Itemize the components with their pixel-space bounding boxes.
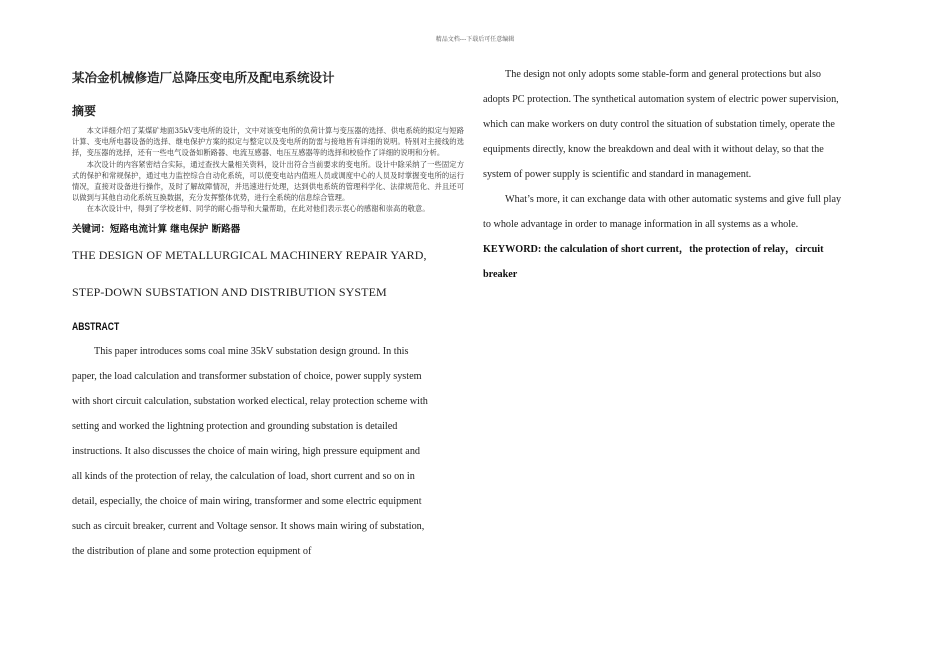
chinese-abstract-paragraph: 本文详细介绍了某煤矿地面35kV变电所的设计，文中对该变电所的负荷计算与变压器的选择、供电系统的拟定与短路计算、变电所电器设备的选择、继电保护方案的拟定与整定以及变电所的防雷与接地皆有详细的说明。特别对主接线的选择，变压器的选择，还有一些电气设备如断路器、电流互感器、电压互感器等的选择和校验作了详细的说明和分析。	[72, 126, 464, 158]
english-abstract-left	[72, 339, 464, 564]
right-column	[483, 68, 878, 287]
text-line: instructions. It also discusses the choice of main wiring, high pressure equipment and	[72, 445, 421, 457]
text-line: which can make workers on duty control the situation of substation timely, operate the	[483, 119, 835, 130]
chinese-title: 某冶金机械修造厂总降压变电所及配电系统设计	[72, 70, 335, 85]
english-title	[72, 237, 464, 311]
english-abstract-right	[483, 62, 878, 237]
chinese-abstract-heading: 摘要	[72, 104, 97, 118]
text-line: setting and worked the lightning protection and grounding substation is detailed	[72, 420, 398, 432]
english-keywords	[483, 237, 878, 287]
english-title-line: THE DESIGN OF METALLURGICAL MACHINERY REPAIR YARD,	[72, 247, 427, 262]
left-column	[72, 68, 464, 564]
text-line: such as circuit breaker, current and Voltage sensor. It shows main wiring of substation,	[72, 520, 425, 532]
text-line: What’s more, it can exchange data with other automatic systems and give full play	[505, 194, 842, 205]
text-line: detail, especially, the choice of main wiring, transformer and some electric equipment	[72, 495, 422, 507]
text-line: all kinds of the protection of relay, the calculation of load, short current and so on in	[72, 470, 415, 482]
chinese-keywords: 关键词：短路电流计算 继电保护 断路器	[72, 223, 241, 235]
text-line: the distribution of plane and some protection equipment of	[72, 545, 312, 557]
keywords-line: KEYWORD: the calculation of short current，the protection of relay，circuit	[483, 244, 824, 255]
text-line: equipments directly, know the breakdown and deal with it without delay, so that the	[483, 144, 824, 155]
english-title-line: STEP-DOWN SUBSTATION AND DISTRIBUTION SYSTEM	[72, 284, 387, 299]
text-line: system of power supply is scientific and standard in management.	[483, 169, 752, 180]
keywords-line: breaker	[483, 269, 518, 280]
text-line: paper, the load calculation and transformer substation of choice, power supply system	[72, 370, 422, 382]
text-line: This paper introduces soms coal mine 35kV substation design ground. In this	[94, 345, 409, 357]
text-line: adopts PC protection. The synthetical automation system of electric power supervision,	[483, 94, 839, 105]
text-line: to whole advantage in order to manage information in all systems as a whole.	[483, 219, 799, 230]
text-line: The design not only adopts some stable-form and general protections but also	[505, 69, 822, 80]
chinese-abstract-paragraph: 本次设计的内容紧密结合实际，通过查找大量相关资料，设计出符合当前要求的变电所。设计中除采纳了一些固定方式的保护和常规保护，通过电力监控综合自动化系统，可以使变电站内值班人员或调度中心的人员及时掌握变电所的运行情况，直接对设备进行操作，及时了解故障情况，并迅速进行处理，达到供电系统的管理科学化、法律规范化、并且还可以做到与其他自动化系统互换数据，充分发挥整体优势，进行全系统的信息综合管理。	[72, 159, 464, 203]
english-abstract-heading-wrap	[72, 311, 464, 334]
page-header-note: 精品文档---下载后可任意编辑	[435, 36, 515, 43]
chinese-abstract-paragraph: 在本次设计中，得到了学校老师、同学的耐心指导和大量帮助，在此对他们表示衷心的感谢和崇高的敬意。	[86, 204, 430, 214]
english-abstract-heading: ABSTRACT	[72, 320, 120, 333]
text-line: with short circuit calculation, substation worked electical, relay protection scheme with	[72, 395, 428, 407]
